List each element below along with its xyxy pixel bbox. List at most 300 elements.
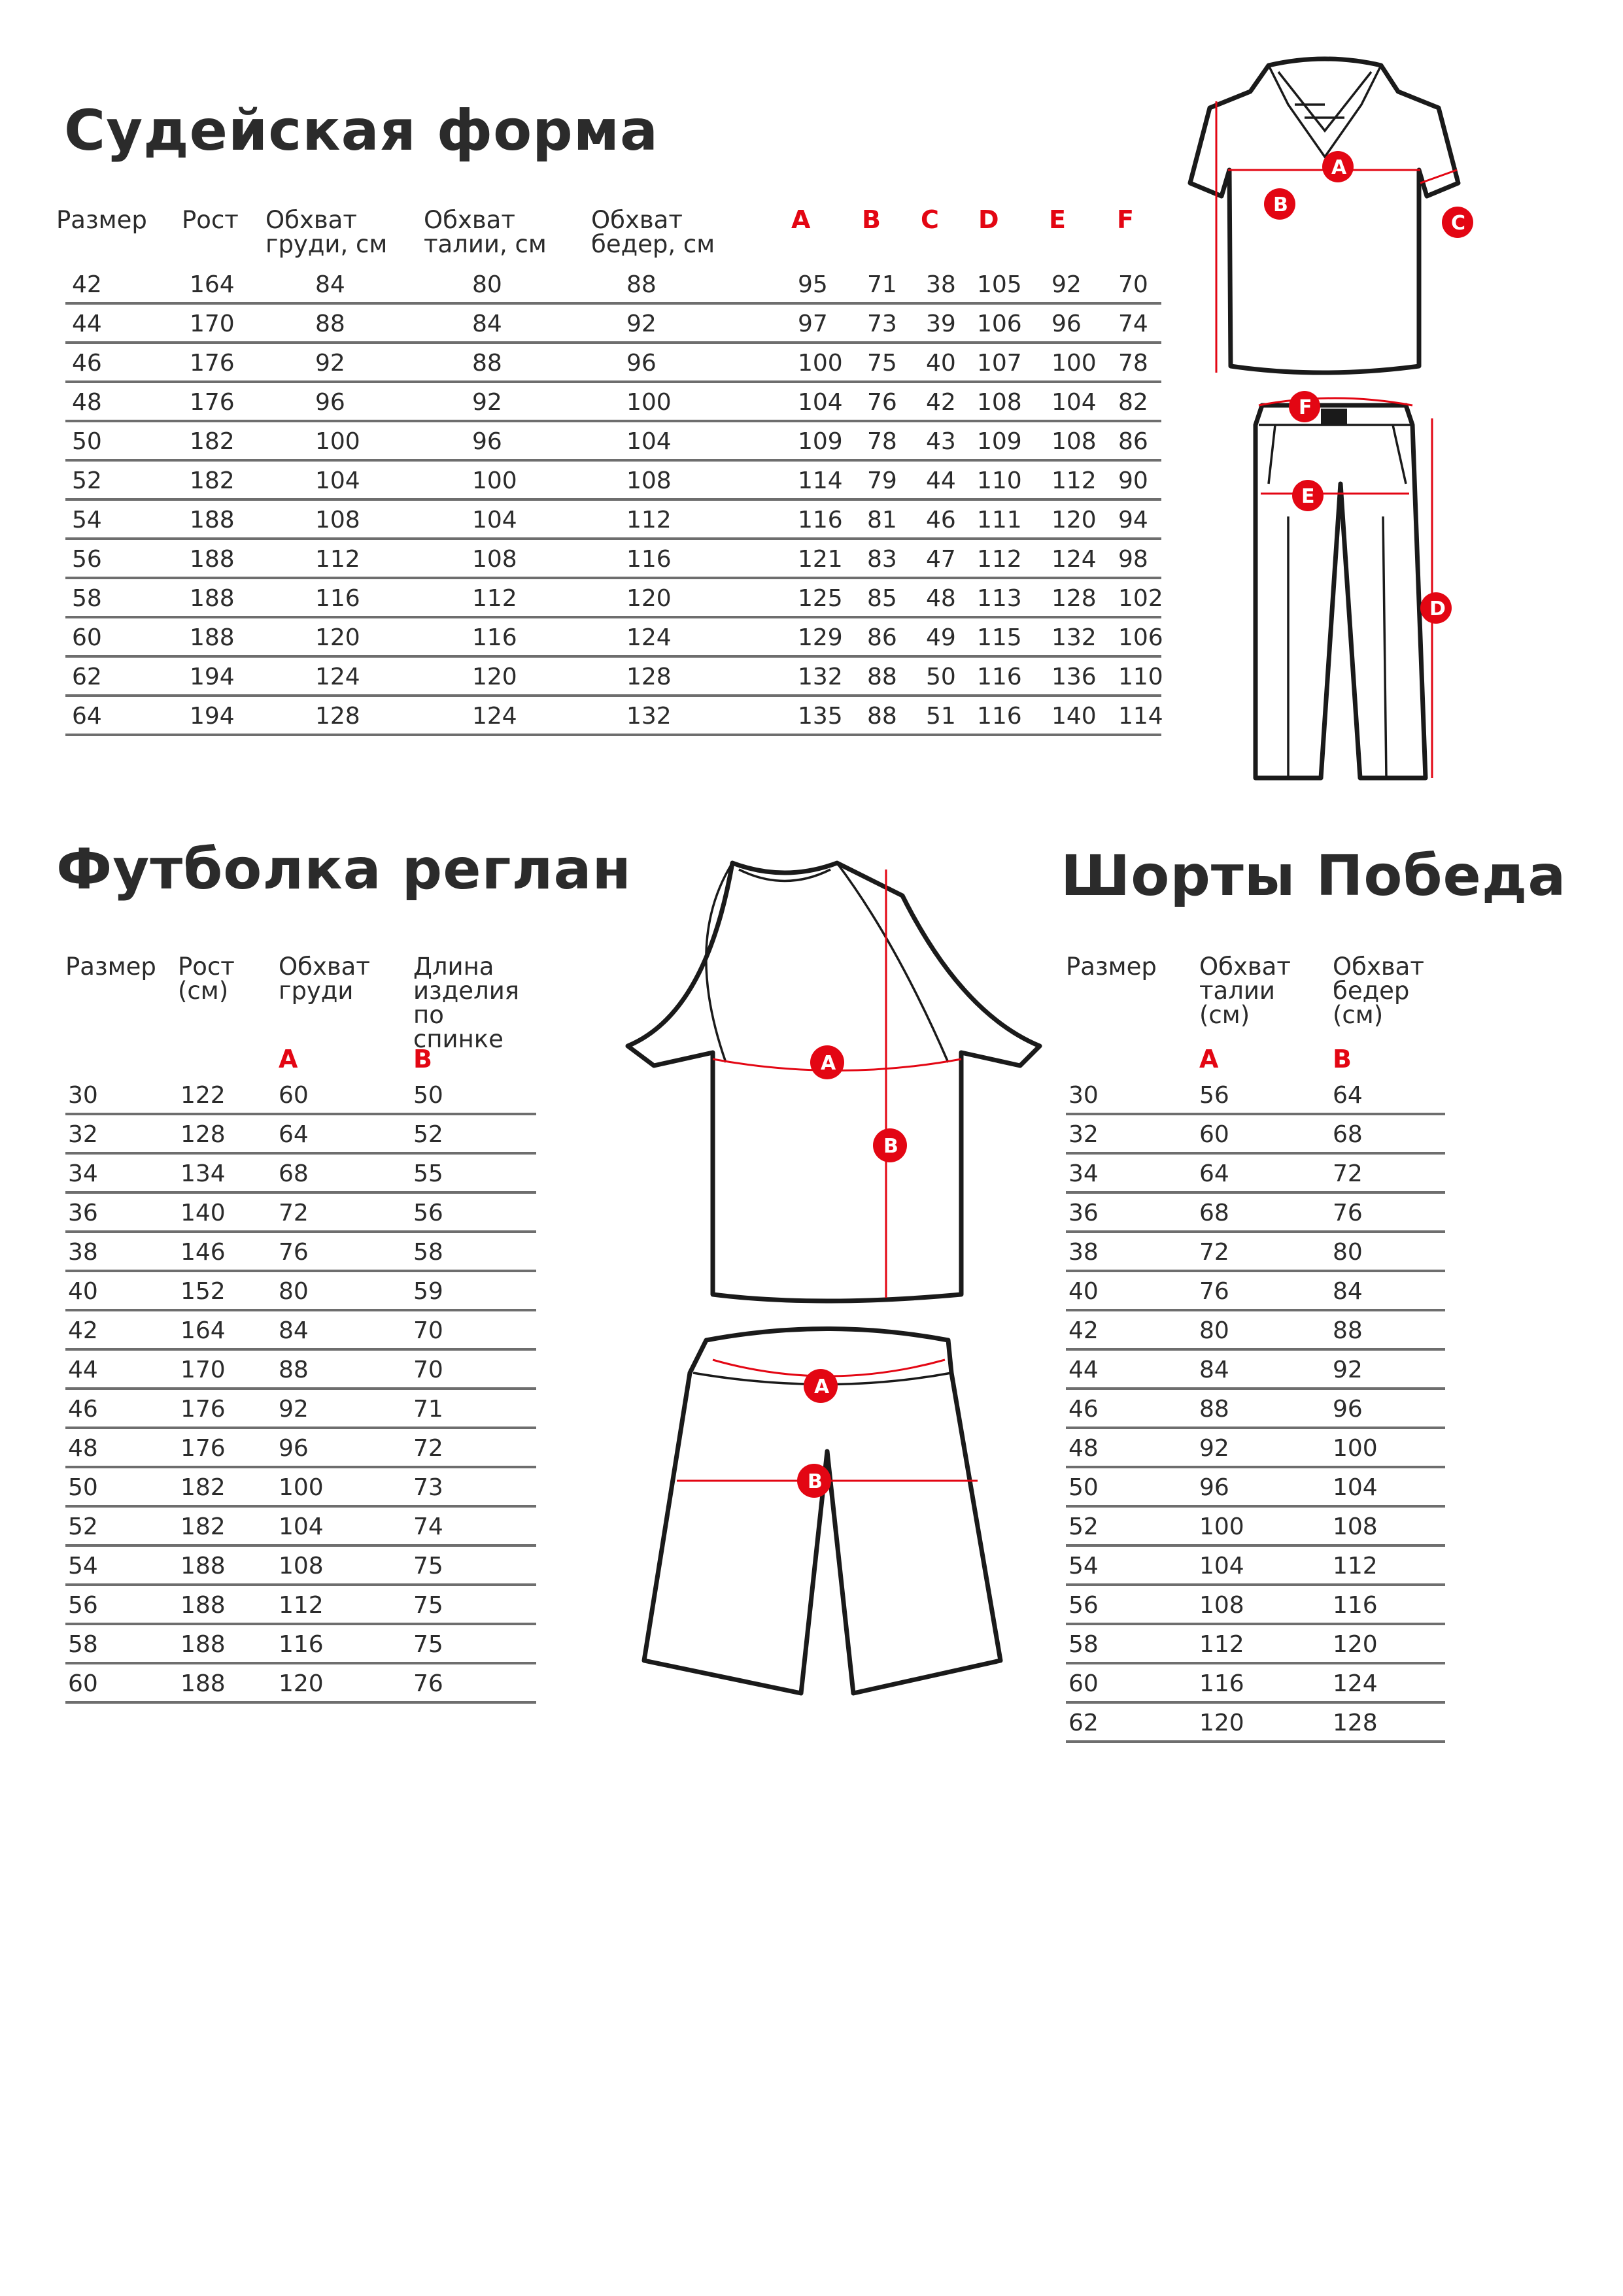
table-cell: 124 [1333, 1670, 1378, 1697]
shorts-table-row [1066, 1586, 1445, 1625]
table-cell: 100 [1199, 1513, 1244, 1540]
table-cell: 128 [626, 664, 672, 690]
table-cell: 56 [68, 1592, 98, 1619]
table-cell: 124 [315, 664, 360, 690]
table-cell: 80 [279, 1278, 309, 1305]
header-waist: Обхват талии, см [424, 206, 547, 258]
table-cell: 60 [68, 1670, 98, 1697]
table-cell: 68 [1199, 1200, 1229, 1226]
table-cell: 88 [279, 1357, 309, 1383]
table-cell: 44 [68, 1357, 98, 1383]
referee-title: Судейская форма [64, 98, 659, 163]
table-cell: 84 [279, 1317, 309, 1344]
table-cell: 54 [72, 507, 102, 533]
table-cell: 164 [190, 271, 235, 298]
table-cell: 176 [180, 1435, 226, 1462]
table-cell: 170 [180, 1357, 226, 1383]
table-cell: 40 [68, 1278, 98, 1305]
table-cell: 116 [1333, 1592, 1378, 1619]
table-cell: 55 [413, 1160, 443, 1187]
table-cell: 182 [180, 1513, 226, 1540]
table-cell: 76 [1333, 1200, 1363, 1226]
table-cell: 34 [1068, 1160, 1099, 1187]
table-cell: 100 [1051, 350, 1097, 377]
tshirt-header-length: Длина изделия по спинке [413, 953, 520, 1053]
table-cell: 112 [1199, 1631, 1244, 1658]
table-cell: 64 [279, 1121, 309, 1148]
table-cell: 104 [315, 467, 360, 494]
table-cell: 75 [867, 350, 897, 377]
shorts-table-row [1066, 1547, 1445, 1586]
table-cell: 76 [279, 1239, 309, 1266]
shorts-table-row [1066, 1115, 1445, 1155]
table-cell: 108 [472, 546, 517, 573]
badge-a-label: A [1331, 156, 1347, 179]
table-cell: 100 [626, 389, 672, 416]
table-cell: 104 [279, 1513, 324, 1540]
table-cell: 70 [413, 1317, 443, 1344]
table-cell: 112 [626, 507, 672, 533]
tshirt-marker-a: A [279, 1045, 298, 1073]
table-cell: 42 [926, 389, 956, 416]
table-cell: 111 [977, 507, 1022, 533]
table-cell: 182 [180, 1474, 226, 1501]
table-cell: 46 [72, 350, 102, 377]
table-cell: 110 [977, 467, 1022, 494]
table-cell: 85 [867, 585, 897, 612]
table-cell: 105 [977, 271, 1022, 298]
table-cell: 116 [279, 1631, 324, 1658]
table-cell: 134 [180, 1160, 226, 1187]
table-cell: 94 [1118, 507, 1148, 533]
table-cell: 46 [68, 1396, 98, 1423]
referee-table-row [65, 579, 1161, 618]
shorts-marker-b: B [1333, 1045, 1352, 1073]
referee-table-row [65, 618, 1161, 658]
table-cell: 92 [1333, 1357, 1363, 1383]
table-cell: 110 [1118, 664, 1163, 690]
tshirt-marker-b: B [413, 1045, 432, 1073]
table-cell: 112 [1051, 467, 1097, 494]
table-cell: 116 [315, 585, 360, 612]
table-cell: 58 [68, 1631, 98, 1658]
table-cell: 112 [1333, 1553, 1378, 1579]
table-cell: 44 [926, 467, 956, 494]
table-cell: 92 [1199, 1435, 1229, 1462]
table-cell: 88 [1199, 1396, 1229, 1423]
table-cell: 86 [867, 624, 897, 651]
table-cell: 112 [279, 1592, 324, 1619]
table-cell: 75 [413, 1592, 443, 1619]
table-cell: 170 [190, 311, 235, 337]
table-cell: 62 [72, 664, 102, 690]
table-cell: 71 [867, 271, 897, 298]
shorts-header-waist: Обхват талии (см) [1199, 953, 1291, 1029]
referee-table-row [65, 462, 1161, 501]
table-cell: 104 [1333, 1474, 1378, 1501]
shorts-table [1066, 954, 1445, 1759]
table-cell: 104 [1051, 389, 1097, 416]
table-cell: 56 [1199, 1082, 1229, 1109]
table-cell: 54 [1068, 1553, 1099, 1579]
table-cell: 107 [977, 350, 1022, 377]
table-cell: 132 [798, 664, 843, 690]
table-cell: 42 [68, 1317, 98, 1344]
table-cell: 128 [1051, 585, 1097, 612]
table-cell: 114 [1118, 703, 1163, 730]
table-cell: 58 [413, 1239, 443, 1266]
table-cell: 46 [1068, 1396, 1099, 1423]
header-chest: Обхват груди, см [265, 206, 388, 258]
table-cell: 75 [413, 1631, 443, 1658]
table-cell: 128 [315, 703, 360, 730]
tshirt-header-height: Рост (см) [178, 953, 235, 1005]
table-cell: 188 [180, 1670, 226, 1697]
table-cell: 72 [1199, 1239, 1229, 1266]
tshirt-title: Футболка реглан [56, 837, 632, 902]
referee-table-row [65, 383, 1161, 422]
table-cell: 88 [626, 271, 657, 298]
table-cell: 120 [472, 664, 517, 690]
referee-table-row [65, 344, 1161, 383]
table-cell: 50 [413, 1082, 443, 1109]
table-cell: 92 [626, 311, 657, 337]
table-cell: 96 [626, 350, 657, 377]
table-cell: 136 [1051, 664, 1097, 690]
table-cell: 128 [180, 1121, 226, 1148]
shorts-header-hips: Обхват бедер (см) [1333, 953, 1424, 1029]
referee-table [56, 205, 1164, 764]
table-cell: 76 [1199, 1278, 1229, 1305]
table-cell: 109 [977, 428, 1022, 455]
table-cell: 56 [72, 546, 102, 573]
shorts-table-row [1066, 1272, 1445, 1311]
table-cell: 124 [472, 703, 517, 730]
table-cell: 39 [926, 311, 956, 337]
table-cell: 108 [977, 389, 1022, 416]
table-cell: 188 [180, 1631, 226, 1658]
table-cell: 46 [926, 507, 956, 533]
table-cell: 80 [1199, 1317, 1229, 1344]
table-cell: 140 [1051, 703, 1097, 730]
table-cell: 114 [798, 467, 843, 494]
table-cell: 70 [413, 1357, 443, 1383]
table-cell: 83 [867, 546, 897, 573]
table-cell: 92 [279, 1396, 309, 1423]
table-cell: 56 [1068, 1592, 1099, 1619]
table-cell: 96 [1333, 1396, 1363, 1423]
polo-shirt-diagram [1190, 52, 1478, 392]
table-cell: 48 [1068, 1435, 1099, 1462]
table-cell: 88 [472, 350, 502, 377]
table-cell: 84 [1333, 1278, 1363, 1305]
table-cell: 104 [1199, 1553, 1244, 1579]
table-cell: 75 [413, 1553, 443, 1579]
table-cell: 64 [1333, 1082, 1363, 1109]
trousers-diagram [1249, 386, 1484, 798]
table-cell: 188 [190, 624, 235, 651]
table-cell: 112 [315, 546, 360, 573]
table-cell: 100 [279, 1474, 324, 1501]
header-d: D [978, 205, 999, 234]
table-cell: 106 [1118, 624, 1163, 651]
table-cell: 44 [1068, 1357, 1099, 1383]
table-cell: 152 [180, 1278, 226, 1305]
table-cell: 188 [190, 585, 235, 612]
table-cell: 68 [279, 1160, 309, 1187]
shorts-table-row [1066, 1390, 1445, 1429]
badge-c-label: C [1451, 212, 1466, 235]
table-cell: 116 [472, 624, 517, 651]
table-cell: 32 [68, 1121, 98, 1148]
tshirt-header-size: Размер [65, 953, 156, 981]
table-cell: 108 [279, 1553, 324, 1579]
header-a: A [791, 205, 811, 234]
table-cell: 120 [1051, 507, 1097, 533]
table-cell: 88 [867, 703, 897, 730]
table-cell: 50 [68, 1474, 98, 1501]
tshirt-badge-a-label: A [821, 1052, 836, 1075]
table-cell: 100 [315, 428, 360, 455]
header-b: B [862, 205, 881, 234]
tshirt-badge-b-label: B [883, 1135, 898, 1158]
tshirt-table-row [65, 1076, 536, 1115]
table-cell: 71 [413, 1396, 443, 1423]
shorts-marker-a: A [1199, 1045, 1219, 1073]
referee-table-row [65, 422, 1161, 462]
header-size: Размер [56, 206, 147, 234]
badge-d-label: D [1429, 598, 1446, 620]
shorts-table-row [1066, 1076, 1445, 1115]
tshirt-table-row [65, 1664, 536, 1704]
table-cell: 51 [926, 703, 956, 730]
table-cell: 108 [1333, 1513, 1378, 1540]
shorts-title: Шорты Победа [1061, 843, 1567, 909]
table-cell: 116 [798, 507, 843, 533]
shorts-table-row [1066, 1233, 1445, 1272]
shorts-diagram [638, 1321, 1023, 1713]
table-cell: 96 [1199, 1474, 1229, 1501]
table-cell: 106 [977, 311, 1022, 337]
tshirt-table [65, 954, 536, 1719]
table-cell: 74 [413, 1513, 443, 1540]
header-e: E [1049, 205, 1066, 234]
table-cell: 121 [798, 546, 843, 573]
shorts-table-row [1066, 1508, 1445, 1547]
table-cell: 34 [68, 1160, 98, 1187]
table-cell: 76 [867, 389, 897, 416]
table-cell: 120 [315, 624, 360, 651]
table-cell: 73 [413, 1474, 443, 1501]
tshirt-table-row [65, 1468, 536, 1508]
table-cell: 72 [413, 1435, 443, 1462]
referee-table-row [65, 540, 1161, 579]
table-cell: 194 [190, 664, 235, 690]
table-cell: 40 [1068, 1278, 1099, 1305]
table-cell: 100 [472, 467, 517, 494]
table-cell: 194 [190, 703, 235, 730]
table-cell: 95 [798, 271, 828, 298]
header-hips: Обхват бедер, см [591, 206, 715, 258]
table-cell: 90 [1118, 467, 1148, 494]
badge-b-label: B [1273, 194, 1288, 216]
tshirt-table-row [65, 1311, 536, 1351]
tshirt-table-row [65, 1233, 536, 1272]
table-cell: 58 [72, 585, 102, 612]
table-cell: 50 [1068, 1474, 1099, 1501]
shorts-table-row [1066, 1625, 1445, 1664]
table-cell: 84 [1199, 1357, 1229, 1383]
tshirt-table-row [65, 1155, 536, 1194]
tshirt-table-row [65, 1625, 536, 1664]
table-cell: 176 [190, 389, 235, 416]
tshirt-table-row [65, 1272, 536, 1311]
table-cell: 52 [72, 467, 102, 494]
table-cell: 132 [1051, 624, 1097, 651]
badge-f-label: F [1299, 396, 1312, 419]
table-cell: 108 [1051, 428, 1097, 455]
shorts-badge-a-label: A [814, 1376, 830, 1398]
table-cell: 140 [180, 1200, 226, 1226]
table-cell: 44 [72, 311, 102, 337]
table-cell: 56 [413, 1200, 443, 1226]
table-cell: 164 [180, 1317, 226, 1344]
table-cell: 97 [798, 311, 828, 337]
badge-e-label: E [1301, 485, 1315, 508]
table-cell: 38 [68, 1239, 98, 1266]
table-cell: 104 [798, 389, 843, 416]
shorts-header-size: Размер [1066, 953, 1157, 981]
table-cell: 188 [180, 1553, 226, 1579]
table-cell: 88 [867, 664, 897, 690]
tshirt-diagram [621, 850, 1053, 1308]
referee-table-row [65, 265, 1161, 305]
tshirt-table-row [65, 1115, 536, 1155]
table-cell: 135 [798, 703, 843, 730]
table-cell: 88 [315, 311, 345, 337]
table-cell: 40 [926, 350, 956, 377]
table-cell: 78 [1118, 350, 1148, 377]
table-cell: 82 [1118, 389, 1148, 416]
table-cell: 50 [926, 664, 956, 690]
table-cell: 60 [279, 1082, 309, 1109]
table-cell: 96 [1051, 311, 1082, 337]
table-cell: 38 [1068, 1239, 1099, 1266]
table-cell: 128 [1333, 1710, 1378, 1736]
table-cell: 47 [926, 546, 956, 573]
shorts-table-row [1066, 1664, 1445, 1704]
header-c: C [921, 205, 939, 234]
table-cell: 176 [180, 1396, 226, 1423]
table-cell: 88 [1333, 1317, 1363, 1344]
table-cell: 60 [1199, 1121, 1229, 1148]
table-cell: 43 [926, 428, 956, 455]
table-cell: 48 [926, 585, 956, 612]
tshirt-table-row [65, 1586, 536, 1625]
table-cell: 64 [72, 703, 102, 730]
table-cell: 42 [1068, 1317, 1099, 1344]
table-cell: 30 [68, 1082, 98, 1109]
table-cell: 84 [472, 311, 502, 337]
table-cell: 109 [798, 428, 843, 455]
table-cell: 68 [1333, 1121, 1363, 1148]
table-cell: 188 [190, 546, 235, 573]
table-cell: 104 [626, 428, 672, 455]
table-cell: 100 [798, 350, 843, 377]
table-cell: 74 [1118, 311, 1148, 337]
table-cell: 92 [1051, 271, 1082, 298]
table-cell: 38 [926, 271, 956, 298]
table-cell: 64 [1199, 1160, 1229, 1187]
table-cell: 70 [1118, 271, 1148, 298]
referee-table-row [65, 658, 1161, 697]
shorts-table-row [1066, 1351, 1445, 1390]
table-cell: 58 [1068, 1631, 1099, 1658]
table-cell: 108 [315, 507, 360, 533]
table-cell: 120 [626, 585, 672, 612]
tshirt-header-chest: Обхват груди [279, 953, 370, 1005]
table-cell: 100 [1333, 1435, 1378, 1462]
shorts-table-row [1066, 1155, 1445, 1194]
table-cell: 176 [190, 350, 235, 377]
table-cell: 50 [72, 428, 102, 455]
table-cell: 116 [977, 664, 1022, 690]
table-cell: 115 [977, 624, 1022, 651]
table-cell: 112 [977, 546, 1022, 573]
table-cell: 116 [977, 703, 1022, 730]
table-cell: 80 [472, 271, 502, 298]
table-cell: 32 [1068, 1121, 1099, 1148]
tshirt-table-row [65, 1194, 536, 1233]
table-cell: 108 [1199, 1592, 1244, 1619]
table-cell: 92 [315, 350, 345, 377]
table-cell: 124 [1051, 546, 1097, 573]
table-cell: 36 [1068, 1200, 1099, 1226]
shorts-table-row [1066, 1194, 1445, 1233]
table-cell: 54 [68, 1553, 98, 1579]
table-cell: 79 [867, 467, 897, 494]
tshirt-table-row [65, 1390, 536, 1429]
table-cell: 60 [72, 624, 102, 651]
table-cell: 120 [1333, 1631, 1378, 1658]
table-cell: 48 [72, 389, 102, 416]
table-cell: 72 [1333, 1160, 1363, 1187]
table-cell: 48 [68, 1435, 98, 1462]
shorts-table-row [1066, 1311, 1445, 1351]
table-cell: 52 [1068, 1513, 1099, 1540]
table-cell: 42 [72, 271, 102, 298]
table-cell: 125 [798, 585, 843, 612]
table-cell: 73 [867, 311, 897, 337]
shorts-table-row [1066, 1704, 1445, 1743]
table-cell: 92 [472, 389, 502, 416]
table-cell: 80 [1333, 1239, 1363, 1266]
table-cell: 60 [1068, 1670, 1099, 1697]
table-cell: 52 [413, 1121, 443, 1148]
table-cell: 146 [180, 1239, 226, 1266]
referee-table-row [65, 501, 1161, 540]
table-cell: 96 [315, 389, 345, 416]
table-cell: 81 [867, 507, 897, 533]
table-cell: 30 [1068, 1082, 1099, 1109]
tshirt-table-row [65, 1429, 536, 1468]
table-cell: 78 [867, 428, 897, 455]
table-cell: 182 [190, 467, 235, 494]
tshirt-table-row [65, 1547, 536, 1586]
referee-table-row [65, 305, 1161, 344]
table-cell: 132 [626, 703, 672, 730]
referee-table-row [65, 697, 1161, 736]
